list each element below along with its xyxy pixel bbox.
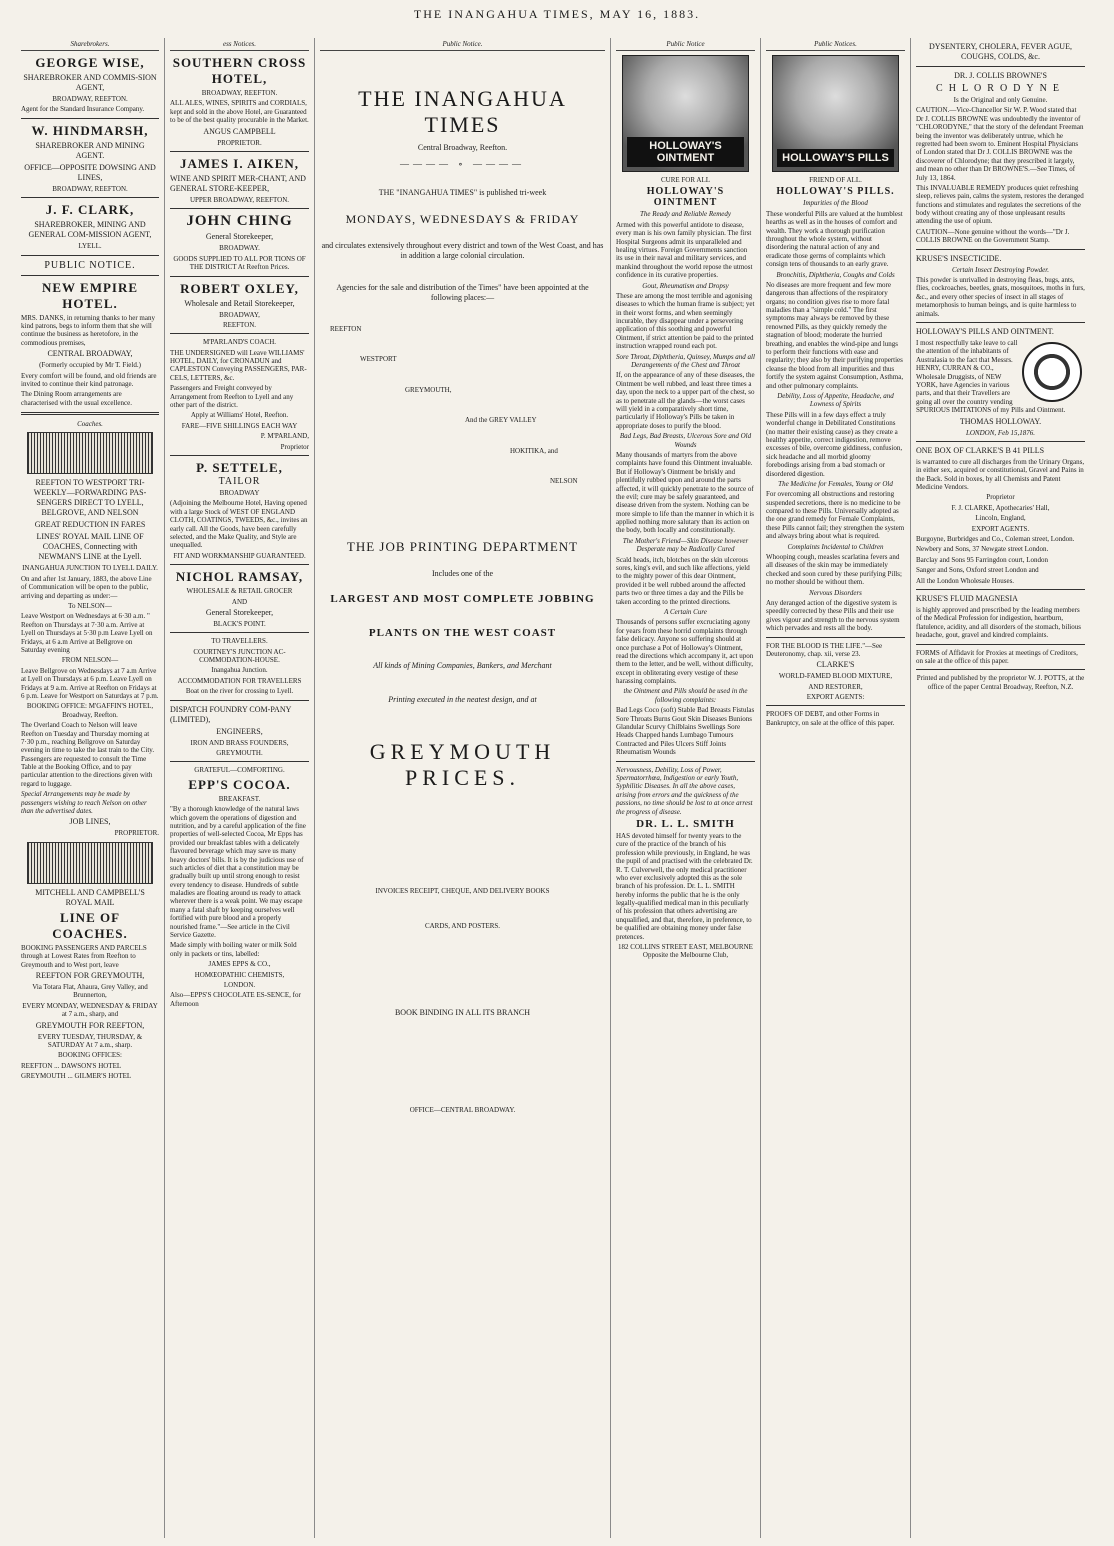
ointment-p3: If, on the appearance of any of these diseases, the Ointment be well rubbed, and least three times a day, upon the neck to a upper part of the chest, so as to penetrate all the glands—the worst cases will yield in a comparatively short time, particularly if Holloway's Pills be taken in appropriate doses to purify the blood.	[616, 371, 755, 430]
ad-mitchell-leave1: REEFTON FOR GREYMOUTH,	[35, 970, 145, 980]
ad-hindmarsh-addr: BROADWAY, REEFTON.	[52, 184, 128, 193]
ad-westport-from-nelson: FROM NELSON—	[61, 656, 119, 665]
ad-settele-trade: TAILOR	[218, 475, 261, 487]
ad-epps-firm2: HOMŒOPATHIC CHEMISTS,	[194, 970, 285, 979]
trade-mark-seal-image	[1022, 342, 1082, 402]
ointment-h2: Gout, Rheumatism and Dropsy	[642, 281, 729, 290]
ad-travellers-boat: Boat on the river for crossing to Lyell.	[185, 687, 294, 696]
clarke-pills-fj: F. J. CLARKE, Apothecaries' Hall,	[951, 503, 1050, 512]
ad-hindmarsh-line: SHAREBROKER AND MINING AGENT.	[35, 140, 145, 160]
notice-invoices: INVOICES RECEIPT, CHEQUE, AND DELIVERY BOOKS	[375, 887, 550, 896]
ad-westport-reduction: GREAT REDUCTION IN FARES	[34, 520, 146, 530]
ad-epps-sold: Made simply with boiling water or milk Sold only in packets or tins, labelled:	[170, 941, 297, 958]
chlorodyne-caution2: CAUTION—None genuine without the words—"Dr J. COLLIS BROWNE on the Government Stamp.	[916, 227, 1070, 245]
holloway-pills-logo-label: HOLLOWAY'S PILLS	[777, 149, 894, 167]
column-chlorodyne	[910, 38, 1090, 1538]
notice-plants: PLANTS ON THE WEST COAST	[368, 627, 557, 640]
column-header: Public Notice.	[320, 40, 605, 51]
ad-mparland-sign2: Proprietor	[280, 442, 309, 451]
ad-mparland-body2: Passengers and Freight conveyed by Arrangement from Reefton to Lyell and any other part of the district.	[170, 384, 294, 410]
column-holloway-ointment	[610, 38, 760, 1538]
ad-travellers-accom: ACCOMMODATION FOR TRAVELLERS	[177, 676, 302, 685]
clarke-pills-agents5: All the London Wholesale Houses.	[916, 576, 1015, 585]
pills-h5: Complaints Incidental to Children	[787, 542, 884, 551]
masthead-title: THE INANGAHUA TIMES, MAY 16, 1883.	[413, 7, 701, 21]
ad-mitchell-name: MITCHELL AND CAMPBELL'S ROYAL MAIL	[35, 887, 145, 907]
ad-epps-body: "By a thorough knowledge of the natural laws which govern the operations of digestion and nutrition, and by a careful application of the fine properties of well-selected Cocoa, Mr Epps has provided our breakfast tables with a delicately flavoured beverage which may save us many heavy doctors' bills. It is by the judicious use of such articles of diet that a constitution may be gradually built up until strong enough to resist every tendency to disease. Hundreds of subtle maladies are floating around us ready to attack wherever there is a weak point. We may escape many a fatal shaft by keeping ourselves well fortified with pure blood and a properly nourished frame."—See article in the Civil Service Gazette.	[170, 805, 306, 940]
ad-clark-name: J. F. CLARK,	[45, 202, 135, 218]
clarke-pills-agents4: Sanger and Sons, Oxford street London and	[916, 566, 1039, 575]
ad-settele-body: (Adjoining the Melbourne Hotel, Having opened with a large Stock of WEST OF ENGLAND CLOTH, COATINGS, TWEEDS, &c., invites an early call. All the Goods, have been carefully selected, and the Make Quality, and Style are unequalled.	[170, 499, 308, 550]
public-notice-heading: PUBLIC NOTICE.	[44, 259, 136, 271]
pills-title: HOLLOWAY'S PILLS.	[776, 186, 895, 198]
ointment-list-head: the Ointment and Pills should be used in the following complaints:	[623, 687, 748, 704]
ad-ramsay-body: WHOLESALE & RETAIL GROCER	[186, 587, 293, 596]
clarke-pills-agents: Burgoyne, Burbridges and Co., Coleman street, London.	[916, 535, 1075, 544]
smith-body: HAS devoted himself for twenty years to the cure of the practice of the branch of his profession while previously, in England, he was the pupil of and practised with the celebrated Dr. R. T. Culverwell, the only medical practitioner who ever exclusively adopted this as the sole branch of his profession. Dr. L. L. SMITH hereby informs the public that he is the only legally-qualified medical man in this peculiarly of his profession that others advertising are unqualified, and that, therefore, in preference, to be qualified are obtaining money under false pretences.	[616, 831, 753, 941]
pills-p1: These wonderful Pills are valued at the humblest hearths as well as in the houses of comfort and wealth. They work a thorough purification throughout the whole system, without disordering the natural action of any and eradicate those germs of complaints which consign tens of thousands to an early grave.	[766, 209, 903, 269]
chlorodyne-invaluable: This INVALUABLE REMEDY produces quiet refreshing sleep, relieves pain, calms the system, restores the deranged functions and stimulates and regulates the secretions of the body without creating any of those unpleasant results attending the use of opium.	[916, 183, 1084, 226]
ad-epps-also: Also—EPPS'S CHOCOLATE ES-SENCE, for Afternoon	[170, 991, 301, 1008]
ointment-p1: Armed with this powerful antidote to disease, every man is his own family physician. The first Hospital Surgeons admit its unparalleled and healing virtues. Foreign Governments sanction its use in their naval and military services, and mankind throughout the world repose the utmost confidence in its curative properties.	[616, 220, 753, 280]
holloway-ointment-logo	[622, 55, 749, 172]
column-business-notices	[164, 38, 314, 1538]
ad-mitchell-days1: EVERY MONDAY, WEDNESDAY & FRIDAY at 7 a.m., sharp, and	[22, 1001, 158, 1019]
ad-epps-city: LONDON.	[223, 981, 256, 989]
ad-oxley-name: ROBERT OXLEY,	[180, 280, 299, 296]
clarke-mixture: WORLD-FAMED BLOOD MIXTURE,	[778, 672, 893, 681]
ad-ching-line: General Storekeeper,	[205, 232, 274, 242]
coaches-heading: Coaches.	[77, 420, 103, 429]
ad-westport-special: Special Arrangements may be made by passengers wishing to reach Nelson on other than the advertised dates.	[21, 790, 147, 816]
smith-nervous: Nervousness, Debility, Loss of Power, Spermatorrhœa, Indigestion or early Youth, Syphilitic Diseases. In all the above cases, arising from errors and the quickness of the passions, no time should be lost to at once arrest the progress of disease.	[616, 765, 753, 816]
pills-h6: Nervous Disorders	[809, 588, 862, 597]
pills-p4: For overcoming all obstructions and restoring suspended secretions, there is no medicine to be compared to these Pills. Universally adopted as the one grand remedy for Female Complaints, these Pills cannot fail; they strengthen the system and always bring about what is required.	[766, 490, 905, 541]
ad-oxley-town: REEFTON.	[222, 320, 257, 329]
ad-westport-sched1: Leave Westport on Wednesdays at 6·30 a.m. " Reefton on Thursdays at 7·30 a.m. Arrive at Lyell on Thursdays at 5·30 p.m Leave Lyell on Fridays, at 6 a.m Arrive at Bellgrove on Saturday evening	[21, 612, 153, 654]
pills-h3: Debility, Loss of Appetite, Headache, and Lowness of Spirits	[777, 391, 894, 409]
magnesia-head: KRUSE'S FLUID MAGNESIA	[916, 593, 1018, 603]
agency-place: And the GREY VALLEY	[465, 416, 537, 425]
ad-new-empire-body: MRS. DANKS, in returning thanks to her many kind patrons, begs to inform them that she will continue the business as heretofore, in the commodious premises,	[21, 313, 155, 347]
notice-cards: CARDS, AND POSTERS.	[424, 921, 501, 930]
holloway-pills-logo	[772, 55, 899, 172]
ad-mitchell-body: BOOKING PASSENGERS AND PARCELS through at Lowest Rates from Reefton to Greymouth and to West port, leave	[21, 943, 147, 969]
ad-mitchell-via: Via Totara Flat, Ahaura, Grey Valley, and Brunnerton,	[32, 982, 148, 1000]
ad-george-wise-agent: Agent for the Standard Insurance Company.	[21, 105, 145, 114]
notice-agencies: Agencies for the sale and distribution of the Times" have been appointed at the following places:—	[336, 283, 589, 302]
ointment-h1: The Ready and Reliable Remedy	[640, 210, 731, 219]
ad-westport-jan: On and after 1st January, 1883, the above Line of Communication will be open to the public, arriving and departing as under:—	[21, 574, 152, 600]
ad-aiken-name: JAMES I. AIKEN,	[179, 155, 300, 171]
notice-printing: Printing executed in the neatest design, and at	[388, 695, 537, 705]
ad-travellers-body: COURTNEY'S JUNCTION AC-COMMODATION-HOUSE.	[193, 647, 286, 665]
notice-days: MONDAYS, WEDNESDAYS & FRIDAY	[345, 212, 580, 226]
ad-westport-to-nelson: To NELSON—	[68, 602, 112, 611]
ad-new-empire-prev: (Formerly occupied by Mr T. Field.)	[39, 361, 141, 370]
ad-westport-sign: JOB LINES,	[69, 817, 111, 827]
notice-circulation: and circulates extensively throughout every district and town of the West Coast, and has in addition a large colonial circulation.	[321, 241, 604, 260]
agency-place: HOKITIKA, and	[510, 446, 558, 455]
kruse-head: KRUSE'S INSECTICIDE.	[916, 253, 1002, 263]
clarke-pills-agents3: Barclay and Sons 95 Farringdon court, London	[916, 555, 1049, 564]
forms-notice: FORMS of Affidavit for Proxies at meetings of Creditors, on sale at the office of this paper.	[916, 648, 1078, 665]
kruse-sub: Certain Insect Destroying Powder.	[952, 265, 1049, 274]
ad-clark-line: SHAREBROKER, MINING AND GENERAL COM-MISSION AGENT,	[28, 220, 152, 240]
ointment-h5: The Mother's Friend—Skin Disease however Desperate may be Radically Cured	[622, 536, 749, 554]
kruse-body: This powder is unrivalled in destroying fleas, bugs, ants, flies, cockroaches, beetles, gnats, mosquitoes, moths in furs, &c., and every other species of insect in all stages of metamorphosis to human beings, and is quite harmless to animals.	[916, 276, 1085, 318]
ad-mitchell-line: LINE OF COACHES.	[52, 909, 128, 941]
ad-oxley-line: Wholesale and Retail Storekeeper,	[184, 298, 295, 308]
newspaper-columns	[16, 38, 1104, 1538]
ad-southern-cross-prop: ANGUS CAMPBELL	[203, 126, 276, 136]
clarke-export: EXPORT AGENTS:	[806, 693, 865, 702]
ad-mitchell-leave2: GREYMOUTH FOR REEFTON,	[35, 1020, 145, 1030]
ad-epps-firm: JAMES EPPS & CO.,	[208, 960, 271, 969]
column-public-notice	[314, 38, 610, 1538]
notice-office: OFFICE—CENTRAL BROADWAY.	[409, 1106, 516, 1115]
ad-ramsay-addr: BLACK'S POINT.	[213, 619, 266, 628]
column-header: Sharebrokers.	[21, 40, 159, 51]
magnesia-body: is highly approved and prescribed by the leading members of the Medical Profession for indigestion, heartburn, flatulence, acidity, and all disorders of the stomach, bilious headache, gout, gravel and kindred complaints.	[916, 605, 1081, 640]
pills-p3: These Pills will in a few days effect a truly wonderful change in Debilitated Constitutions (no matter their existing cause) as they create a healthy appetite, correct indigestion, remove excesses of bile, overcome giddiness, confusion, sick headache and all morbid gloomy forebodings arising from a bad stomach or disordered digestion.	[766, 410, 903, 478]
ad-southern-cross-prop2: PROPRIETOR.	[217, 138, 262, 147]
ad-westport-sched2: Leave Bellgrove on Wednesdays at 7 a.m Arrive at Lyell on Thursdays at 6 p.m. Leave Lyell on Fridays at 9 a.m. Arrive at Reefton on Fridays at 6 p.m. Leave for Westport on Saturdays at 7 p.m.	[21, 666, 159, 700]
ad-ramsay-name: NICHOL RAMSAY,	[175, 569, 304, 585]
ointment-h4: Bad Legs, Bad Breasts, Ulcerous Sore and Old Wounds	[619, 432, 752, 449]
notice-paper-sub: Central Broadway, Reefton.	[417, 143, 508, 152]
ad-settele-fit: FIT AND WORKMANSHIP GUARANTEED.	[173, 551, 306, 560]
ad-mparland-sign: P. M'PARLAND,	[260, 432, 309, 441]
chlorodyne-title: CHLORODYNE	[936, 83, 1065, 94]
ointment-list: Bad Legs Coco (soft) Stable Bad Breasts Fistulas Sore Throats Burns Gout Skin Diseases Bunions Glandular Scurvy Chilblains Swellings Sore Heads Chapped hands Lumbago Tumours Contracted and Piles Ulcers Stiff Joints Rheumatism Wounds	[616, 706, 755, 757]
printer-imprint: Printed and published by the proprietor W. J. POTTS, at the office of the paper Central Broadway, Reefton, N.Z.	[916, 674, 1085, 691]
ad-mitchell-off2: GREYMOUTH ... GILMER'S HOTEL	[21, 1072, 132, 1081]
pills-h4: The Medicine for Females, Young or Old	[778, 479, 893, 488]
ad-new-empire-addr: CENTRAL BROADWAY,	[47, 349, 133, 359]
ad-oxley-addr: BROADWAY,	[219, 310, 260, 319]
notice-job-printing: THE JOB PRINTING DEPARTMENT	[346, 539, 579, 555]
ad-mparland-head: M'PARLAND'S COACH.	[202, 338, 277, 347]
ad-hindmarsh-office: OFFICE—OPPOSITE DOWSING AND LINES,	[24, 162, 156, 182]
coach-engraving-image-2	[27, 842, 153, 884]
clarke-restorer: AND RESTORER,	[808, 682, 863, 691]
holloway-sign: THOMAS HOLLOWAY.	[959, 416, 1042, 426]
divider: ———— ∘ ————	[400, 159, 525, 169]
column-holloway-pills	[760, 38, 910, 1538]
ad-southern-cross-addr: BROADWAY, REEFTON.	[201, 89, 278, 97]
ad-westport-sign2: PROPRIETOR.	[114, 829, 159, 838]
agency-place: NELSON	[550, 476, 578, 485]
ad-mparland-body: THE UNDERSIGNED will Leave WILLIAMS' HOTEL, DAILY, for CRONADUN and CAPLESTON Conveying PASSENGERS, PAR-CELS, LETTERS, &c.	[170, 348, 307, 382]
column-header: Public Notices.	[766, 40, 905, 51]
pills-p5: Whooping cough, measles scarlatina fevers and all diseases of the skin may be immediately checked and soon cured by these purifying Pills; no mother should be without them.	[766, 553, 902, 587]
notice-includes: Includes one of the	[431, 569, 494, 579]
agency-place: GREYMOUTH,	[405, 385, 452, 394]
ad-new-empire-name: NEW EMPIRE HOTEL.	[41, 279, 139, 311]
column-header: ess Notices.	[170, 40, 309, 51]
ad-clark-addr: LYELL.	[78, 242, 102, 251]
agency-place: WESTPORT	[360, 355, 397, 364]
pills-p2: No diseases are more frequent and few more dangerous than affections of the respiratory organs; no condition gives rise to more fatal maladies than a "simple cold." The first symptoms may always be removed by these renowned Pills, as they quickly remedy the stagnation of blood; moderate the hurried breathing, and enables the wind-pipe and lungs to perform their functions with ease and regularity; they also by their purifying properties cleanse the blood from all impurities and thus fortify the system against Consumption, Asthma, and other pulmonary complaints.	[766, 280, 904, 390]
holloway-ointment-logo-label: HOLLOWAY'S OINTMENT	[627, 137, 744, 167]
ad-westport-lines: LINES' ROYAL MAIL LINE OF COACHES, Connecting with NEWMAN'S LINE at the Lyell.	[36, 532, 144, 562]
pills-p6: Any deranged action of the digestive system is speedily corrected by these Pills and their use gives vigour and strength to the nervous system which pervades and rests all the body.	[766, 598, 900, 633]
ad-westport-overland: The Overland Coach to Nelson will leave Reefton on Tuesday and Thursday morning at 7·30 p.m., reaching Bellgrove on Saturday evening in time to take the last train to the City. Passengers are requested to consult the Time Table at the Booking Office, and to pay particular attention to the directions given with regard to luggage.	[21, 721, 155, 788]
ad-settele-addr: BROADWAY	[219, 488, 260, 497]
ad-new-empire-comfort: Every comfort will be found, and old friends are invited to continue their kind patronage.	[21, 371, 157, 388]
ad-epps-sub: BREAKFAST.	[218, 794, 261, 803]
ad-dispatch-addr: GREYMOUTH.	[216, 749, 263, 758]
ointment-cure: CURE FOR ALL	[660, 176, 710, 184]
ad-travellers-head: TO TRAVELLERS.	[211, 637, 268, 646]
ointment-h3: Sore Throat, Diphtheria, Quinsey, Mumps and all Derangements of the Chest and Throat	[616, 352, 755, 370]
pills-friend: FRIEND OF ALL.	[809, 176, 862, 184]
ad-dispatch-eng: ENGINEERS,	[216, 726, 263, 736]
clarke-head: CLARKE'S	[816, 660, 855, 670]
ad-aiken-addr: UPPER BROADWAY, REEFTON.	[189, 195, 290, 204]
holloway-caution-body: I most respectfully take leave to call the attention of the inhabitants of Australasia to the fact that Messrs. HENRY, CURRAN & CO., Wholesale Druggists, of NEW YORK, have Agencies in various parts, and that their Travellers are going all over the country vending SPURIOUS IMITATIONS of my Pills and Ointment.	[916, 338, 1066, 415]
chlorodyne-head: DYSENTERY, CHOLERA, FEVER AGUE, COUGHS, COLDS, &c.	[929, 42, 1072, 61]
clarke-pills-lincoln: Lincoln, England,	[975, 514, 1026, 523]
pills-h1: Impurities of the Blood	[803, 199, 868, 208]
holloway-sign2: LONDON, Feb 15,1876.	[965, 428, 1036, 437]
clarke-pills-head: ONE BOX OF CLARKE'S B 41 PILLS	[916, 445, 1045, 455]
ad-southern-cross-name: SOUTHERN CROSS HOTEL,	[172, 55, 307, 86]
ointment-p2: These are among the most terrible and agonising diseases to which the human frame is subject; yet in their worst forms, and when seemingly incurable, they disappear under a persevering application of this soothing and powerful Ointment, if strict attention be paid to the printed instruction wrapped round each pot.	[616, 291, 755, 351]
chlorodyne-collis: DR. J. COLLIS BROWNE'S	[954, 71, 1047, 80]
clarke-pills-prop: Proprietor	[986, 493, 1015, 502]
coach-engraving-image	[27, 432, 153, 474]
ad-new-empire-dining: The Dining Room arrangements are characterised with the usual excellence.	[21, 390, 132, 407]
smith-head: DR. L. L. SMITH	[636, 817, 735, 830]
ad-george-wise-name: GEORGE WISE,	[35, 55, 145, 70]
notice-book-binding: BOOK BINDING IN ALL ITS BRANCH	[394, 1008, 531, 1018]
notice-paper-title: THE INANGAHUA TIMES	[358, 86, 567, 137]
ad-mparland-fare: FARE—FIVE SHILLINGS EACH WAY	[181, 421, 298, 430]
ad-epps-grate: GRATEFUL—COMFORTING.	[194, 766, 285, 775]
ad-mitchell-offices: BOOKING OFFICES:	[58, 1051, 122, 1060]
ad-ramsay-and: AND	[231, 597, 248, 606]
notice-largest: LARGEST AND MOST COMPLETE JOBBING	[330, 593, 595, 606]
ad-george-wise-line: SHAREBROKER AND COMMIS-SION AGENT,	[23, 73, 157, 92]
ad-george-wise-addr: BROADWAY, REEFTON.	[52, 95, 128, 103]
ad-mitchell-days2: EVERY TUESDAY, THURSDAY, & SATURDAY At 7 a.m., sharp.	[37, 1032, 143, 1049]
ad-westport-booking: BOOKING OFFICE: M'GAFFIN'S HOTEL, Broadway, Reefton.	[26, 702, 154, 719]
ad-dispatch-trade: IRON AND BRASS FOUNDERS,	[190, 738, 289, 747]
ad-ramsay-line: General Storekeeper,	[205, 607, 274, 617]
ad-travellers-loc: Inangahua Junction.	[211, 666, 268, 675]
ad-westport-head: REEFTON TO WESTPORT TRI-WEEKLY—FORWARDING PAS-SENGERS DIRECT TO LYELL, BELGROVE, AND NELSON	[33, 478, 147, 518]
ad-ching-body: GOODS SUPPLIED TO ALL POR TIONS OF THE DISTRICT At Reefton Prices.	[173, 254, 306, 272]
ointment-title: HOLLOWAY'S OINTMENT	[646, 186, 725, 209]
ointment-h6: A Certain Cure	[664, 607, 707, 616]
clarke-blood-life: FOR THE BLOOD IS THE LIFE."—See Deuteronomy, chap. xii, verse 23.	[766, 641, 883, 658]
pills-h2: Bronchitis, Diphtheria, Coughs and Colds	[776, 270, 895, 279]
ad-ching-addr: BROADWAY.	[219, 244, 260, 253]
clarke-pills-agents2: Newbery and Sons, 37 Newgate street London.	[916, 545, 1049, 554]
ad-westport-junction: INANGAHUA JUNCTION TO LYELL DAILY.	[22, 564, 158, 573]
column-header: Public Notice	[616, 40, 755, 51]
clarke-pills-body: is warranted to cure all discharges from the Urinary Organs, in either sex, acquired or constitutional, Gravel and Pains in the Back. Sold in boxes, by all Chemists and Patent Medicine Vendors.	[916, 457, 1085, 492]
chlorodyne-orig: Is the Original and only Genuine.	[953, 96, 1048, 104]
column-sharebrokers	[16, 38, 164, 1538]
clarke-pills-export: EXPORT AGENTS.	[971, 524, 1030, 533]
ad-mparland-apply: Apply at Williams' Hotel, Reefton.	[190, 411, 289, 420]
proofs-of-debt: PROOFS OF DEBT, and other Forms in Bankruptcy, on sale at the office of this paper.	[766, 710, 895, 727]
chlorodyne-caution: CAUTION.—Vice-Chancellor Sir W. P. Wood stated that Dr J. COLLIS BROWNE was undoubtedly the inventor of "CHLORODYNE," that the story of the defendant Freeman being the inventor was deliberately untrue, which he regretted had been sworn to. Eminent Hospital Physicians of London stated that Dr J. COLLIS BROWNE was the discoverer of Chlorodyne; that they prescribed it largely, and mean no other than Dr BROWNE'S.—See Times, of July 13, 1864.	[916, 106, 1084, 182]
notice-greymouth-prices: GREYMOUTH PRICES.	[369, 739, 556, 791]
ad-settele-name: P. SETTELE,	[196, 459, 283, 475]
ointment-p5: Scald heads, itch, blotches on the skin ulcerous sores, king's evil, and such like affections, yield to the mighty power of this dear Ointment, provided it be well rubbed around the affected parts two or three times a day and the Pills be taken according to the printed directions.	[616, 555, 750, 606]
notice-mining: All kinds of Mining Companies, Bankers, and Merchant	[373, 661, 552, 671]
ointment-p4: Many thousands of martyrs from the above complaints have found this Ointment invaluable. But if Holloway's Ointment be briskly and plentifully rubbed upon and around the parts affected, it will quickly penetrate to the source of the evil; cure may be safely guaranteed, and disease driven from the system. Nothing can be more simple to life than the manner in which it is applied nothing more salutary than its action on the body, both locally and constitutionally.	[616, 450, 755, 535]
ad-aiken-body: WINE AND SPIRIT MER-CHANT, AND GENERAL STORE-KEEPER,	[170, 173, 306, 193]
holloway-caution-head: HOLLOWAY'S PILLS AND OINTMENT.	[916, 326, 1054, 336]
ad-mitchell-off1: REEFTON ... DAWSON'S HOTEL	[21, 1061, 122, 1070]
ad-ching-name: JOHN CHING	[186, 213, 293, 230]
ointment-p6: Thousands of persons suffer excruciating agony for years from these horrid complaints through false delicacy. Anyone so suffering should at once purchase a Pot of Holloway's Ointment, read the directions which accompany it, act upon them to the letter, and be well, without difficulty, except in obliterating every vestige of these harassing complaints.	[616, 618, 754, 686]
ad-epps-name: EPP'S COCOA.	[188, 776, 291, 792]
masthead	[0, 0, 1114, 32]
agency-place: REEFTON	[330, 325, 362, 333]
ad-dispatch-name: DISPATCH FOUNDRY COM-PANY (LIMITED),	[170, 704, 292, 724]
ad-hindmarsh-name: W. HINDMARSH,	[31, 122, 149, 138]
smith-address: 182 COLLINS STREET EAST, MELBOURNE Opposite the Melbourne Club,	[618, 943, 753, 960]
notice-published: THE "INANGAHUA TIMES" is published tri-week	[378, 188, 547, 197]
ad-southern-cross-body: ALL ALES, WINES, SPIRITS and CORDIALS, kept and sold in the above Hotel, are Guaranteed to be of the best quality procurable in the Market.	[170, 99, 309, 125]
